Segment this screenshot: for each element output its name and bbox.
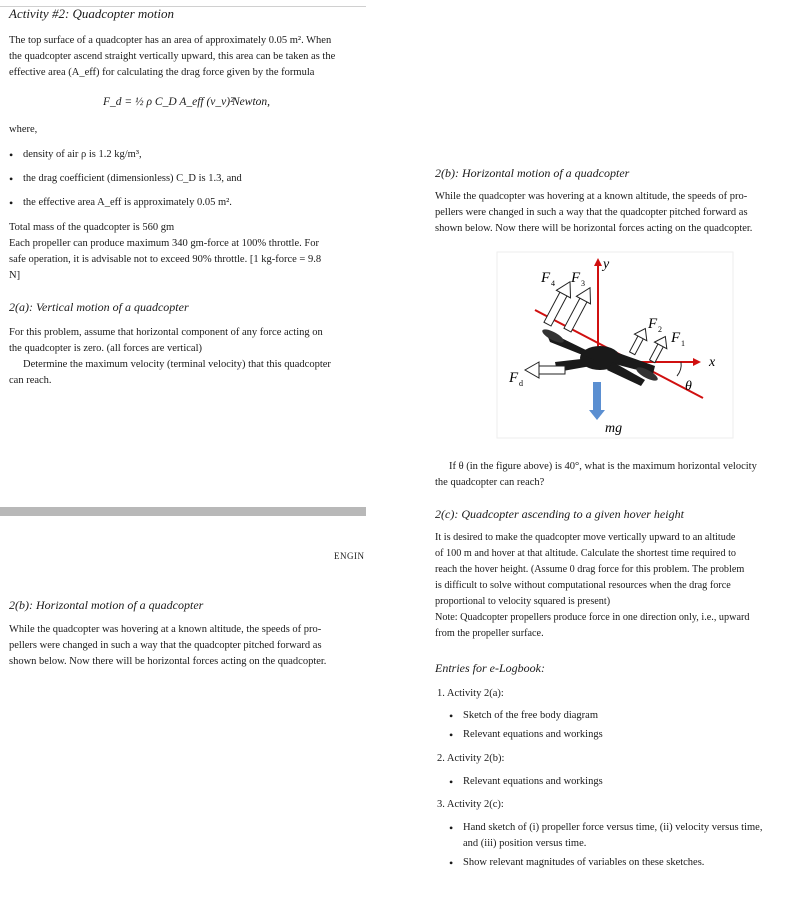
- section-2a-title: 2(a): Vertical motion of a quadcopter: [9, 300, 189, 314]
- f2-subscript: 2: [658, 325, 662, 334]
- right-2b-line-3: shown below. Now there will be horizontal forces acting on the quadcopter.: [435, 223, 753, 234]
- f3-label: F: [571, 270, 581, 286]
- bullet-drag-coefficient: • the drag coefficient (dimensionless) C_D is 1.3, and: [23, 171, 242, 187]
- activity-title: Activity #2: Quadcopter motion: [9, 6, 174, 21]
- f3-subscript: 3: [581, 279, 585, 288]
- x-axis-arrow: [693, 358, 701, 366]
- propeller-line-2: safe operation, it is advisable not to exceed 90% throttle. [1 kg-force = 9.8: [9, 254, 322, 265]
- f1-label: F: [671, 330, 681, 346]
- thrust-arrow-f1: [646, 333, 672, 364]
- right-2b-line-2: pellers were changed in such a way that the quadcopter pitched forward as: [435, 207, 748, 218]
- logbook-item-2: 2. Activity 2(b):: [437, 753, 505, 764]
- bullet-density: • density of air ρ is 1.2 kg/m³,: [23, 147, 142, 163]
- note-line-2: from the propeller surface.: [435, 628, 544, 639]
- propeller-line-1: Each propeller can produce maximum 340 gm-force at 100% throttle. For: [9, 238, 319, 249]
- section-2a-line-3: Determine the maximum velocity (terminal velocity) that this quadcopter: [23, 359, 331, 370]
- logbook-1-bullet-2: • Relevant equations and workings: [463, 727, 603, 743]
- intro-line-3: effective area (A_eff) for calculating the drag force given by the formula: [9, 67, 315, 78]
- section-2c-line-4: is difficult to solve without computational resources when the drag force: [435, 580, 731, 591]
- formula-unit: Newton,: [232, 96, 271, 108]
- weight-arrow-head: [589, 410, 605, 420]
- propeller-paragraph: [9, 236, 369, 284]
- logbook-title: Entries for e-Logbook:: [435, 661, 545, 675]
- section-2a-line-2: the quadcopter is zero. (all forces are vertical): [9, 343, 202, 354]
- weight-arrow-shaft: [593, 382, 601, 412]
- y-axis-arrow: [594, 258, 602, 266]
- question-line-2: the quadcopter can reach?: [435, 477, 545, 488]
- intro-paragraph: [9, 33, 369, 81]
- section-2c-line-1: It is desired to make the quadcopter move vertically upward to an altitude: [435, 532, 736, 543]
- x-axis-label: x: [709, 355, 716, 370]
- page-separator: [0, 507, 366, 516]
- section-2c-text: [435, 530, 801, 642]
- fd-subscript: d: [519, 379, 523, 388]
- left-2b-line-2: pellers were changed in such a way that the quadcopter pitched forward as: [9, 640, 322, 651]
- y-axis-label: y: [603, 257, 610, 272]
- propeller-line-3: N]: [9, 270, 21, 281]
- figure-border: [497, 252, 733, 438]
- left-2b-line-3: shown below. Now there will be horizontal forces acting on the quadcopter.: [9, 656, 327, 667]
- intro-line-2: the quadcopter ascend straight vertically upward, this area can be taken as the: [9, 51, 336, 62]
- f1-subscript: 1: [681, 339, 685, 348]
- mg-label: mg: [605, 421, 623, 436]
- right-section-2b-title: 2(b): Horizontal motion of a quadcopter: [435, 166, 630, 180]
- where-label: where,: [9, 124, 38, 135]
- quadcopter-figure: [495, 250, 735, 440]
- total-mass: Total mass of the quadcopter is 560 gm: [9, 222, 175, 233]
- section-2c-line-5: proportional to velocity squared is present): [435, 596, 611, 607]
- fd-label: F: [509, 370, 519, 386]
- logbook-1-bullet-1: • Sketch of the free body diagram: [463, 708, 598, 724]
- section-2a-line-1: For this problem, assume that horizontal component of any force acting on: [9, 327, 323, 338]
- right-2b-line-1: While the quadcopter was hovering at a known altitude, the speeds of pro-: [435, 191, 748, 202]
- figure-question: [435, 459, 801, 491]
- section-2c-line-3: reach the hover height. (Assume 0 drag force for this problem. The problem: [435, 564, 745, 575]
- question-line-1: If θ (in the figure above) is 40°, what is the maximum horizontal velocity: [449, 461, 757, 472]
- note-line-1: Note: Quadcopter propellers produce force in one direction only, i.e., upward: [435, 612, 750, 623]
- left-2b-line-1: While the quadcopter was hovering at a known altitude, the speeds of pro-: [9, 624, 322, 635]
- engin-label: ENGIN: [334, 551, 365, 561]
- f4-label: F: [541, 270, 551, 286]
- drag-formula: F_d = ½ ρ C_D A_eff (v_v)²: [103, 96, 234, 108]
- section-2c-line-2: of 100 m and hover at that altitude. Calculate the shortest time required to: [435, 548, 737, 559]
- left-section-2b-text: [9, 622, 369, 670]
- section-2a-text: [9, 325, 369, 389]
- f4-subscript: 4: [551, 279, 555, 288]
- logbook-3-bullet-2: • Show relevant magnitudes of variables on these sketches.: [463, 855, 704, 871]
- logbook-3-bullet-1: • Hand sketch of (i) propeller force versus time, (ii) velocity versus time,: [463, 820, 762, 836]
- logbook-item-3: 3. Activity 2(c):: [437, 799, 504, 810]
- bullet-effective-area: • the effective area A_eff is approximately 0.05 m².: [23, 195, 232, 211]
- theta-arc: [677, 362, 681, 376]
- section-2a-line-4: can reach.: [9, 375, 52, 386]
- logbook-3-bullet-1-cont: and (iii) position versus time.: [463, 838, 587, 849]
- section-2c-title: 2(c): Quadcopter ascending to a given hover height: [435, 507, 684, 521]
- right-section-2b-text: [435, 189, 801, 237]
- logbook-2-bullet-1: • Relevant equations and workings: [463, 774, 603, 790]
- intro-line-1: The top surface of a quadcopter has an area of approximately 0.05 m². When: [9, 35, 332, 46]
- f2-label: F: [648, 316, 658, 332]
- logbook-item-1: 1. Activity 2(a):: [437, 688, 504, 699]
- theta-label: θ: [685, 379, 692, 394]
- left-section-2b-title: 2(b): Horizontal motion of a quadcopter: [9, 598, 204, 612]
